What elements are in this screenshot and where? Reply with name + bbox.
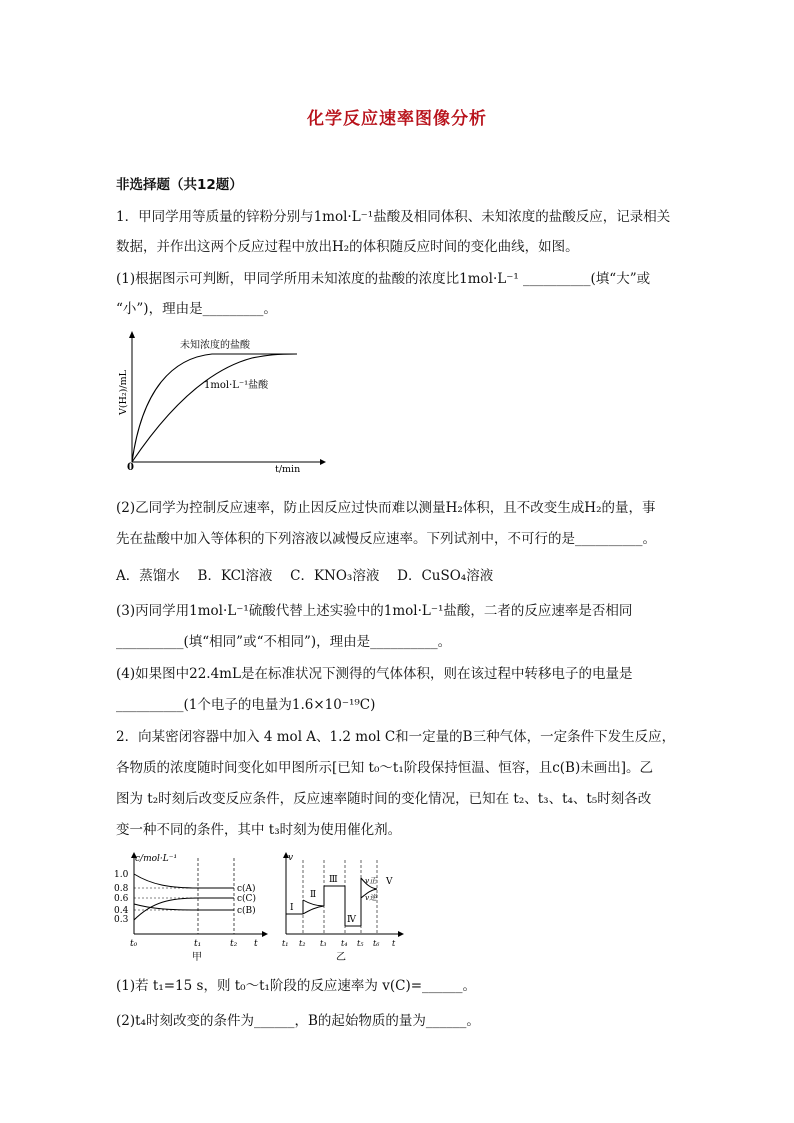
curve-unknown-acid (132, 354, 297, 462)
page-title: 化学反应速率图像分析 (307, 109, 487, 129)
x-axis-arrow (320, 459, 326, 465)
q2-part2: (2)t₄时刻改变的条件为______，B的起始物质的量为______。 (116, 1013, 480, 1029)
yi-stage-label: Ⅴ (386, 877, 393, 887)
jia-x-arrow (262, 931, 268, 937)
yi-xtick: t₅ (357, 939, 364, 948)
q1-part1-line2: “小”)，理由是_________。 (116, 301, 277, 317)
hydrogen-volume-graph (112, 330, 327, 480)
yi-stage-label: Ⅲ (329, 875, 338, 885)
jia-xtick: t₁ (194, 939, 202, 949)
yi-xtick: t₄ (341, 939, 348, 948)
rate-chart-yi (280, 850, 406, 964)
concentration-chart-jia (112, 850, 270, 964)
jia-xtick: t₂ (230, 939, 238, 949)
yi-xtick: t (392, 939, 396, 948)
yi-x-arrow (398, 931, 404, 937)
yi-y-label: v (288, 853, 294, 863)
jia-caption: 甲 (192, 952, 202, 963)
origin-label: 0 (127, 462, 134, 473)
yi-stage2-forward (303, 900, 324, 906)
jia-ytick: 0.4 (114, 906, 129, 916)
q1-part1-line1: (1)根据图示可判断，甲同学所用未知浓度的盐酸的浓度比1mol·L⁻¹ __________(填“大”或 (116, 271, 651, 287)
yi-xtick: t₁ (282, 939, 289, 948)
q1-part3-line1: (3)丙同学用1mol·L⁻¹硫酸代替上述实验中的1mol·L⁻¹盐酸，二者的反应速率是否相同 (116, 603, 633, 619)
q1-part4-line2: __________(1个电子的电量为1.6×10⁻¹⁹C) (116, 697, 376, 713)
jia-curve-c (134, 898, 234, 920)
q2-part1: (1)若 t₁=15 s，则 t₀～t₁阶段的反应速率为 v(C)=______。 (116, 978, 477, 994)
jia-series-label: c(B) (237, 906, 256, 916)
yi-v-reverse-label: v逆 (365, 893, 377, 902)
yi-stage2-reverse (303, 906, 324, 914)
jia-xtick: t (254, 939, 258, 949)
curve-known-label: 1mol·L⁻¹盐酸 (204, 380, 269, 391)
jia-xtick: t₀ (130, 939, 138, 949)
q1-part2-line1: (2)乙同学为控制反应速率，防止因反应过快而难以测量H₂体积，且不改变生成H₂的量，事 (116, 500, 656, 516)
yi-v-forward-label: v正 (365, 876, 377, 885)
q1-part4-line1: (4)如果图中22.4mL是在标准状况下测得的气体体积，则在该过程中转移电子的电量是 (116, 666, 633, 682)
q2-stem-line3: 图为 t₂时刻后改变反应条件，反应速率随时间的变化情况，已知在 t₂、t₃、t₄、t₅时刻各改 (116, 791, 652, 807)
y-axis-label: V(H₂)/mL (118, 370, 129, 415)
curve-known-acid (132, 354, 297, 462)
q1-stem-line2: 数据，并作出这两个反应过程中放出H₂的体积随反应时间的变化曲线，如图。 (116, 239, 579, 255)
q1-part2-line2: 先在盐酸中加入等体积的下列溶液以减慢反应速率。下列试剂中，不可行的是__________。 (116, 531, 656, 547)
q1-options: A．蒸馏水 B．KCl溶液 C．KNO₃溶液 D．CuSO₄溶液 (116, 568, 494, 584)
yi-stage-label: Ⅱ (310, 890, 317, 900)
section-heading: 非选择题（共12题） (116, 177, 243, 193)
q1-stem-line1: 1．甲同学用等质量的锌粉分别与1mol·L⁻¹盐酸及相同体积、未知浓度的盐酸反应，记录相关 (116, 209, 671, 225)
jia-ytick: 0.6 (114, 894, 129, 904)
yi-xtick: t₆ (373, 939, 380, 948)
jia-curve-b (134, 904, 234, 910)
jia-ytick: 0.8 (114, 884, 129, 894)
jia-series-label: c(C) (237, 894, 256, 904)
jia-ytick: 1.0 (114, 870, 129, 880)
q2-stem-line2: 各物质的浓度随时间变化如甲图所示[已知 t₀～t₁阶段保持恒温、恒容，且c(B)未画出]。乙 (116, 760, 654, 776)
q2-stem-line1: 2．向某密闭容器中加入 4 mol A、1.2 mol C和一定量的B三种气体，一定条件下发生反应， (116, 729, 676, 745)
yi-stage-label: Ⅰ (290, 903, 294, 913)
yi-caption: 乙 (336, 952, 346, 963)
yi-xtick: t₃ (320, 939, 327, 948)
yi-xtick: t₂ (299, 939, 306, 948)
x-axis-label: t/min (275, 464, 301, 475)
q1-part3-line2: __________(填“相同”或“不相同”)，理由是__________。 (116, 634, 452, 650)
jia-ytick: 0.3 (114, 915, 129, 925)
yi-stage-label: Ⅳ (347, 915, 356, 925)
jia-series-label: c(A) (237, 884, 256, 894)
curve-unknown-label: 未知浓度的盐酸 (180, 340, 250, 351)
jia-curve-a (134, 874, 234, 888)
y-axis-arrow (129, 331, 135, 338)
q2-stem-line4: 变一种不同的条件，其中 t₃时刻为使用催化剂。 (116, 822, 402, 838)
jia-y-label: c/mol·L⁻¹ (135, 854, 178, 864)
